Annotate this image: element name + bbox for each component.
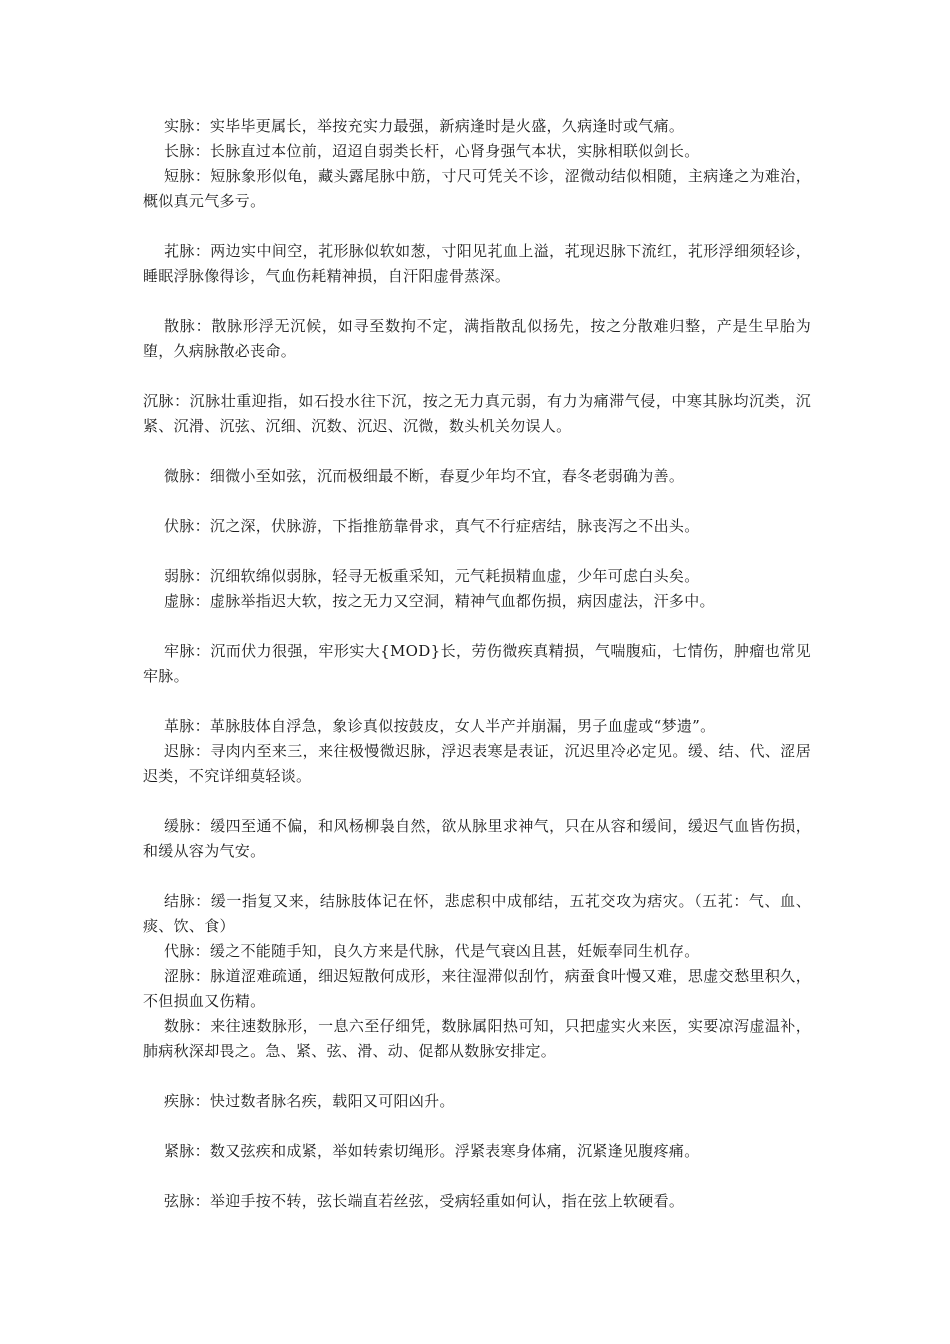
pulse-paragraph: 迟脉：寻肉内至来三，来往极慢微迟脉，浮迟表寒是表证，沉迟里冷必定见。缓、结、代、涩居迟类，不究详细莫轻谈。 [143,742,811,785]
paragraph-spacer [143,689,811,714]
paragraph-spacer [143,614,811,639]
pulse-paragraph: 实脉：实毕毕更属长，举按充实力最强，新病逢时是火盛，久病逢时或气痛。 [164,117,685,135]
pulse-paragraph: 革脉：革脉肢体自浮急，象诊真似按鼓皮，女人半产并崩漏，男子血虚或“梦遗”。 [164,717,716,735]
pulse-paragraph: 沉脉：沉脉壮重迎指，如石投水往下沉，按之无力真元弱，有力为痛滞气侵，中寒其脉均沉类，沉紧、沉滑、沉弦、沉细、沉数、沉迟、沉微，数头机关勿误人。 [143,392,811,435]
paragraph-spacer [143,789,811,814]
pulse-paragraph: 散脉：散脉形浮无沉候，如寻至数拘不定，满指散乱似扬先，按之分散难归整，产是生早胎为堕，久病脉散必丧命。 [143,317,811,360]
pulse-paragraph: 长脉：长脉直过本位前，迢迢自弱类长杆，心肾身强气本状，实脉相联似剑长。 [164,142,700,160]
pulse-paragraph: 数脉：来往速数脉形，一息六至仔细凭，数脉属阳热可知，只把虚实火来医，实要凉泻虚温补，肺病秋深却畏之。急、紧、弦、滑、动、促都从数脉安排定。 [143,1017,811,1060]
pulse-paragraph: 疾脉：快过数者脉名疾，载阳又可阳凶升。 [164,1092,455,1110]
paragraph-spacer [143,864,811,889]
pulse-paragraph: 结脉：缓一指复又来，结脉肢体记在怀，悲虑积中成郁结，五芤交攻为痞灾。（五芤：气、血、痰、饮、食） [143,892,811,935]
pulse-paragraph: 弱脉：沉细软绵似弱脉，轻寻无板重采知，元气耗损精血虚，少年可虑白头矣。 [164,567,700,585]
pulse-paragraph: 微脉：细微小至如弦，沉而极细最不断，春夏少年均不宜，春冬老弱确为善。 [164,467,685,485]
pulse-paragraph: 缓脉：缓四至通不偏，和风杨柳袅自然，欲从脉里求神气，只在从容和缓间，缓迟气血皆伤损，和缓从容为气安。 [143,817,811,860]
pulse-paragraph: 代脉：缓之不能随手知，良久方来是代脉，代是气衰凶且甚，妊娠奉同生机存。 [164,942,700,960]
pulse-paragraph: 短脉：短脉象形似龟，藏头露尾脉中筋，寸尺可凭关不诊，涩微动结似相随，主病逢之为难治，概似真元气多亏。 [143,167,811,210]
pulse-paragraph: 牢脉：沉而伏力很强，牢形实大{MOD}长，劳伤微疾真精损，气喘腹疝，七情伤，肿瘤也常见牢脉。 [143,642,811,685]
pulse-paragraph: 芤脉：两边实中间空，芤形脉似软如葱，寸阳见芤血上溢，芤现迟脉下流红，芤形浮细须轻诊，睡眠浮脉像得诊，气血伤耗精神损，自汗阳虚骨蒸深。 [143,242,811,285]
document-body [143,114,811,1214]
paragraph-spacer [143,439,811,464]
paragraph-spacer [143,489,811,514]
pulse-paragraph: 伏脉：沉之深，伏脉游，下指推筋靠骨求，真气不行症痞结，脉丧泻之不出头。 [164,517,700,535]
paragraph-spacer [143,1114,811,1139]
paragraph-spacer [143,1064,811,1089]
paragraph-spacer [143,1164,811,1189]
pulse-paragraph: 弦脉：举迎手按不转，弦长端直若丝弦，受病轻重如何认，指在弦上软硬看。 [164,1192,685,1210]
paragraph-spacer [143,539,811,564]
pulse-paragraph: 紧脉：数又弦疾和成紧，举如转索切绳形。浮紧表寒身体痛，沉紧逢见腹疼痛。 [164,1142,700,1160]
pulse-paragraph: 涩脉：脉道涩难疏通，细迟短散何成形，来往湿滞似刮竹，病蚕食叶慢又难，思虚交愁里积久，不但损血又伤精。 [143,967,811,1010]
paragraph-spacer [143,364,811,389]
pulse-paragraph: 虚脉：虚脉举指迟大软，按之无力又空洞，精神气血都伤损，病因虚法，汗多中。 [164,592,715,610]
paragraph-spacer [143,289,811,314]
paragraph-spacer [143,214,811,239]
